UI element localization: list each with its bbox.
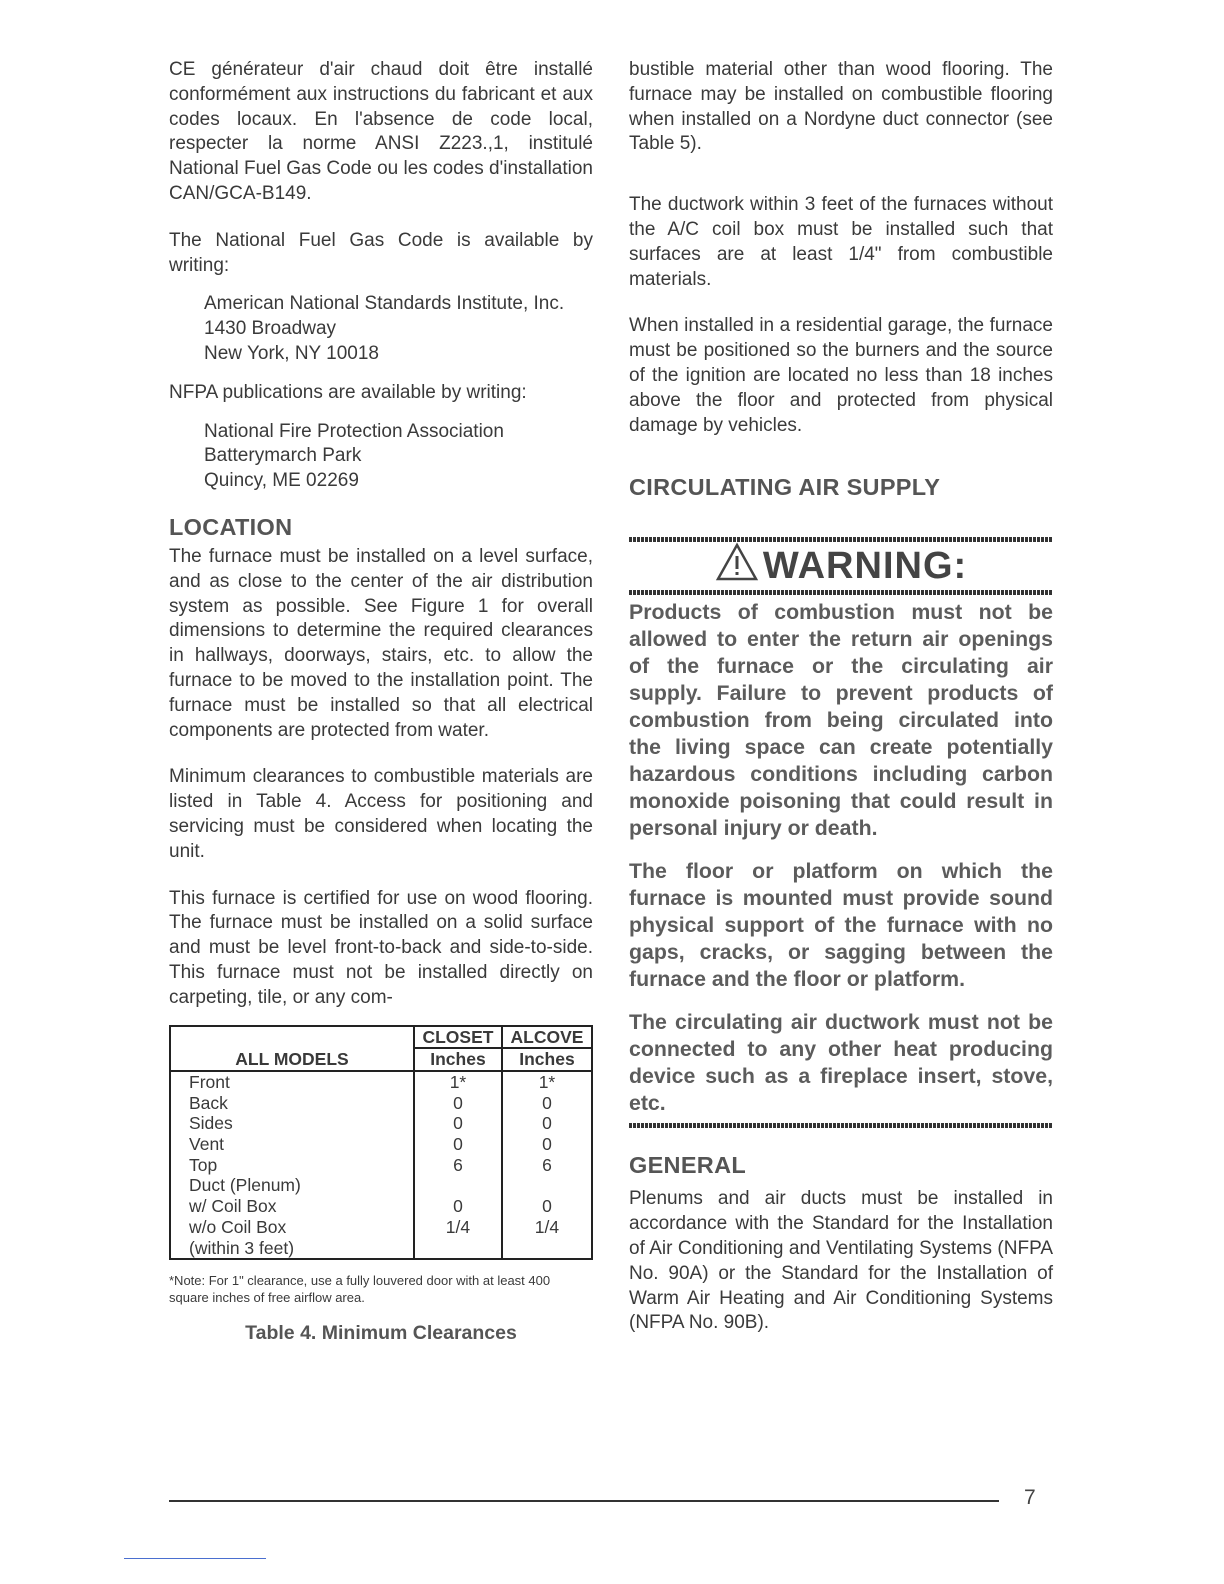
row-closet-value: 0 — [414, 1196, 502, 1217]
left-column — [169, 58, 593, 1345]
warning-paragraph-2: The floor or platform on which the furnace is mounted must provide sound physical support of the furnace with no gaps, cracks, or sagging between the furnace and the floor or platform. — [629, 859, 1053, 992]
blue-rule — [124, 1558, 266, 1559]
header-closet-unit: Inches — [414, 1048, 502, 1071]
table-row — [170, 1113, 592, 1134]
circulating-air-heading: CIRCULATING AIR SUPPLY — [629, 474, 941, 501]
location-paragraph-1: The furnace must be installed on a level surface, and as close to the center of the air distribution system as possible. See Figure 1 for overall dimensions to determine the required clearances in hallways, doorways, stairs, etc. to allow the furnace to be moved to the installation point. The furnace must be installed so that all electrical components are protected from water. — [169, 545, 593, 741]
row-alcove-value: 0 — [502, 1113, 592, 1134]
warning-paragraph-1: Products of combustion must not be allowed to enter the return air openings of the furnace or the circulating air supply. Failure to prevent products of combustion from being circulated into the living space can create potentially hazardous conditions including carbon monoxide poisoning that could result in personal injury or death. — [629, 600, 1053, 841]
row-alcove-value — [502, 1175, 592, 1196]
general-heading: GENERAL — [629, 1152, 746, 1179]
row-label: Duct (Plenum) — [170, 1175, 414, 1196]
address-line: Batterymarch Park — [204, 445, 362, 467]
warning-triangle-icon — [715, 542, 759, 582]
row-alcove-value: 0 — [502, 1196, 592, 1217]
address-line: American National Standards Institute, Inc. — [204, 293, 565, 315]
row-label: Sides — [170, 1113, 414, 1134]
row-alcove-value: 6 — [502, 1155, 592, 1176]
address-line: 1430 Broadway — [204, 318, 337, 340]
footer-rule — [169, 1500, 999, 1502]
continued-paragraph: bustible material other than wood flooring. The furnace may be installed on combustible flooring when installed on a Nordyne duct connector (see Table 5). — [629, 59, 1053, 155]
general-paragraph: Plenums and air ducts must be installed in accordance with the Standard for the Installation of Air Conditioning and Ventilating Systems (NFPA No. 90A) or the Standard for the Installation of Warm Air Heating and Air Conditioning Systems (NFPA No. 90B). — [629, 1188, 1053, 1334]
row-label: Vent — [170, 1134, 414, 1155]
right-column — [629, 58, 1053, 1336]
address-line: New York, NY 10018 — [204, 342, 379, 364]
header-all-models: ALL MODELS — [170, 1026, 414, 1071]
header-closet: CLOSET — [414, 1026, 502, 1049]
header-alcove-unit: Inches — [502, 1048, 592, 1071]
row-closet-value: 0 — [414, 1134, 502, 1155]
garage-paragraph: When installed in a residential garage, the furnace must be positioned so the burners and the source of the ignition are located no less than 18 inches above the floor and protected from physical damage by vehicles. — [629, 315, 1053, 436]
warning-paragraph-3: The circulating air ductwork must not be connected to any other heat producing device such as a fireplace insert, stove, etc. — [629, 1010, 1053, 1116]
row-alcove-value: 1/4 — [502, 1217, 592, 1238]
row-closet-value: 1/4 — [414, 1217, 502, 1238]
row-closet-value: 1* — [414, 1071, 502, 1093]
table-row — [170, 1134, 592, 1155]
table-row — [170, 1175, 592, 1196]
nfpa-paragraph: NFPA publications are available by writing: — [169, 381, 527, 403]
row-alcove-value: 0 — [502, 1134, 592, 1155]
row-label: Front — [170, 1071, 414, 1093]
row-label: w/o Coil Box — [170, 1217, 414, 1238]
row-closet-value: 6 — [414, 1155, 502, 1176]
table-note: *Note: For 1" clearance, use a fully louvered door with at least 400 square inches of free airflow area. — [169, 1273, 551, 1306]
table-row — [170, 1238, 592, 1260]
row-label: (within 3 feet) — [170, 1238, 414, 1260]
ductwork-paragraph: The ductwork within 3 feet of the furnaces without the A/C coil box must be installed such that surfaces are at least 1/4" from combustible materials. — [629, 194, 1053, 290]
table-row — [170, 1093, 592, 1114]
row-closet-value: 0 — [414, 1093, 502, 1114]
row-alcove-value: 0 — [502, 1093, 592, 1114]
nfpa-address — [169, 420, 593, 494]
row-closet-value — [414, 1238, 502, 1260]
row-alcove-value: 1* — [502, 1071, 592, 1093]
page-number: 7 — [1024, 1486, 1036, 1509]
address-line: Quincy, ME 02269 — [204, 470, 359, 492]
clearances-table — [169, 1025, 593, 1261]
row-closet-value: 0 — [414, 1113, 502, 1134]
location-paragraph-3: This furnace is certified for use on wood flooring. The furnace must be installed on a solid surface and must be level front-to-back and side-to-side. This furnace must not be installed directly on carpeting, tile, or any com- — [169, 887, 593, 1008]
row-label: Top — [170, 1155, 414, 1176]
row-label: Back — [170, 1093, 414, 1114]
row-alcove-value — [502, 1238, 592, 1260]
table-caption: Table 4. Minimum Clearances — [245, 1322, 517, 1345]
table-row — [170, 1217, 592, 1238]
table-row — [170, 1071, 592, 1093]
nfgc-paragraph: The National Fuel Gas Code is available by writing: — [169, 229, 593, 276]
address-line: National Fire Protection Association — [204, 420, 504, 442]
row-label: w/ Coil Box — [170, 1196, 414, 1217]
warning-title — [629, 542, 1053, 590]
warning-title-text: WARNING: — [762, 545, 968, 588]
table-row — [170, 1155, 592, 1176]
ansi-address — [169, 292, 593, 366]
header-alcove: ALCOVE — [502, 1026, 592, 1049]
french-paragraph: CE générateur d'air chaud doit être installé conformément aux instructions du fabricant et aux codes locaux. En l'absence de code local, respecter la norme ANSI Z223.,1, institulé National Fuel Gas Code ou les codes d'installation CAN/GCA-B149. — [169, 59, 593, 204]
row-closet-value — [414, 1175, 502, 1196]
location-heading: LOCATION — [169, 513, 293, 540]
location-paragraph-2: Minimum clearances to combustible materials are listed in Table 4. Access for positioning and servicing must be considered when locating the unit. — [169, 766, 593, 862]
table-row — [170, 1196, 592, 1217]
